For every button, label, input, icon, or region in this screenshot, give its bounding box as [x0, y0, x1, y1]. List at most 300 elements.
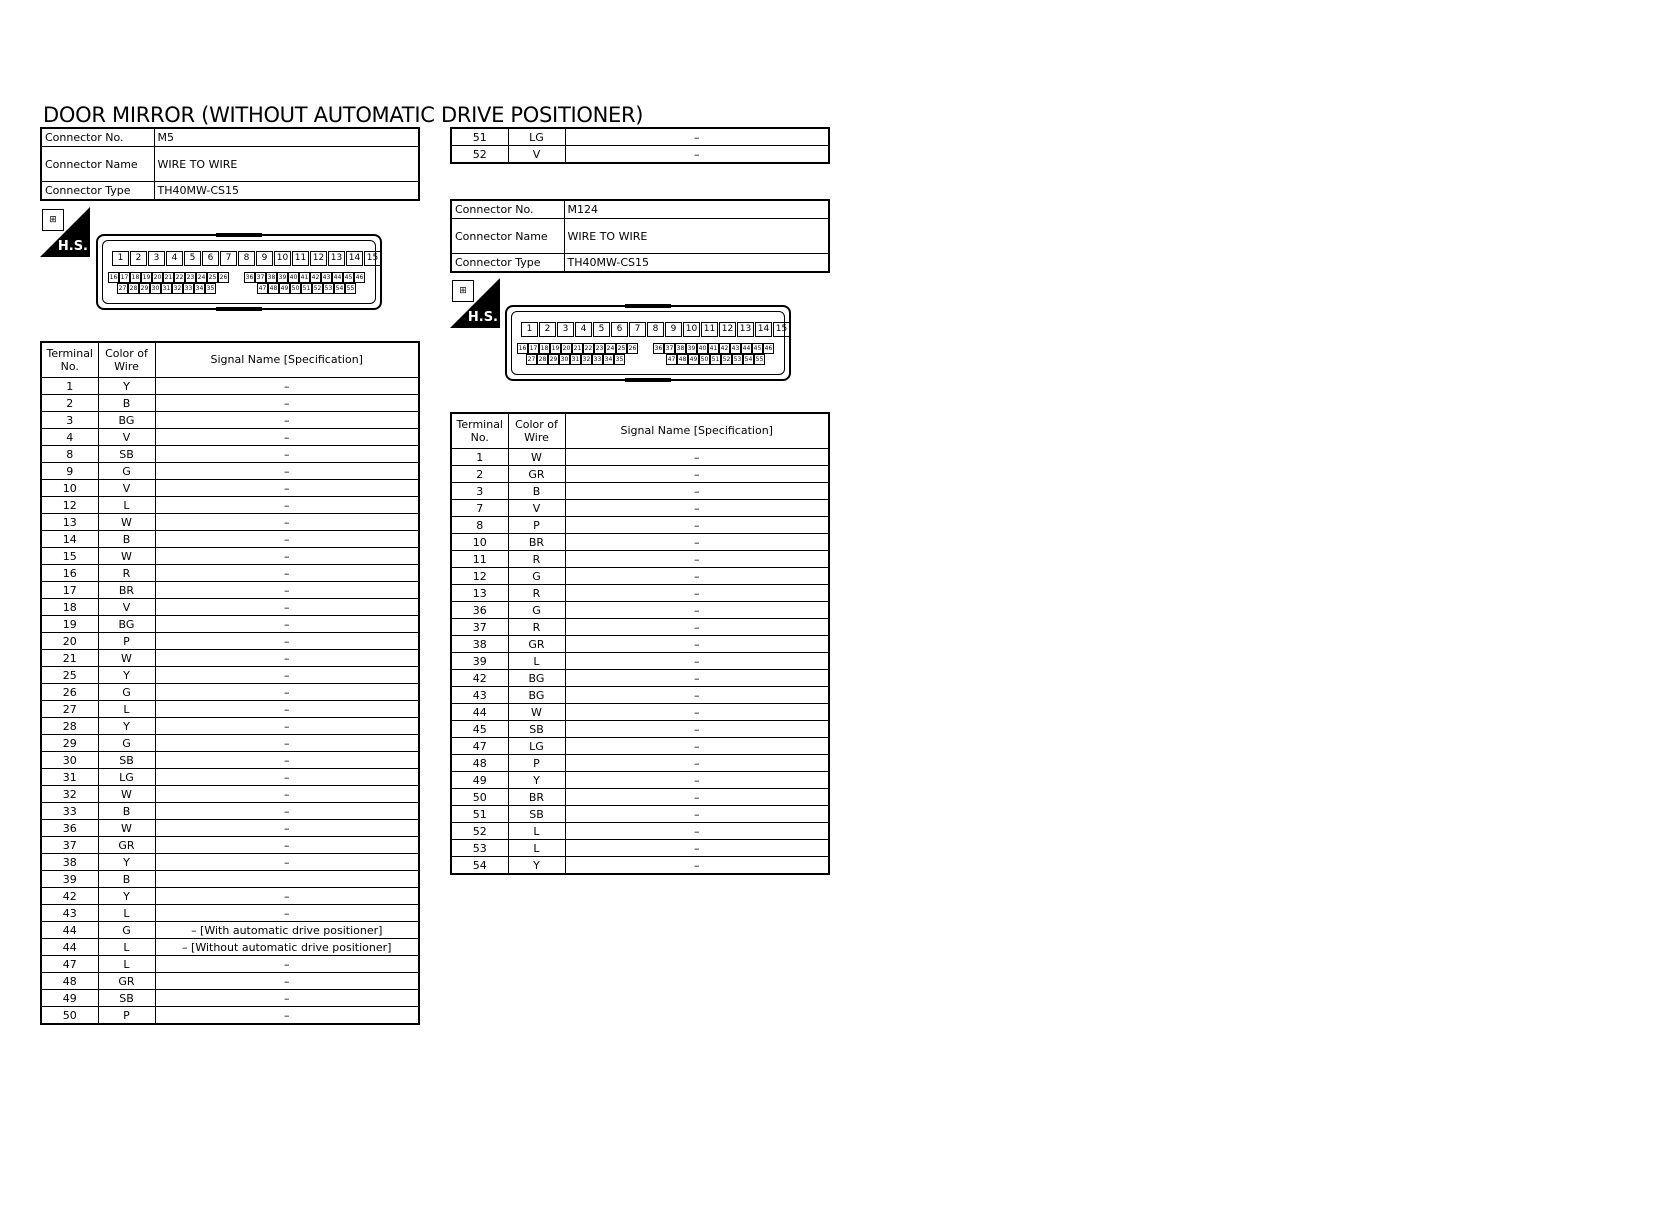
signal-name-cell: – [155, 378, 419, 395]
terminal-no-cell: 52 [451, 146, 508, 164]
connector-pin: 42 [720, 345, 729, 352]
terminal-no-cell: 39 [451, 653, 508, 670]
terminal-no-cell: 25 [41, 667, 98, 684]
signal-name-cell: – [565, 466, 829, 483]
terminal-no-cell: 37 [41, 837, 98, 854]
connector-pin: 5 [184, 251, 201, 266]
connector-pin: 7 [220, 251, 237, 266]
connector-no-value: M5 [154, 128, 419, 147]
signal-name-cell: – [155, 888, 419, 905]
terminal-no-cell: 29 [41, 735, 98, 752]
signal-name-cell: – [155, 735, 419, 752]
connector-pin: 19 [551, 345, 560, 352]
connector-pin: 46 [355, 274, 364, 281]
terminal-no-cell: 42 [451, 670, 508, 687]
table-row [451, 466, 829, 483]
connector-face-left [96, 234, 382, 310]
signal-name-cell: – [565, 738, 829, 755]
color-of-wire-header: Color of Wire [508, 413, 565, 449]
wire-color-cell: BG [508, 687, 565, 704]
wire-color-cell: B [98, 531, 155, 548]
connector-pin: 47 [258, 285, 267, 292]
terminal-no-cell: 50 [41, 1007, 98, 1025]
connector-pin: 41 [709, 345, 718, 352]
signal-name-cell: – [155, 786, 419, 803]
connector-pin: 28 [538, 356, 547, 363]
signal-name-cell: – [565, 789, 829, 806]
wire-color-cell: GR [98, 837, 155, 854]
terminal-no-cell: 30 [41, 752, 98, 769]
signal-name-cell: – [565, 551, 829, 568]
terminal-no-cell: 51 [451, 806, 508, 823]
wire-color-cell: L [508, 653, 565, 670]
connector-pin: 14 [346, 251, 363, 266]
table-row [41, 956, 419, 973]
connector-pin: 6 [611, 322, 628, 337]
connector-pin: 4 [166, 251, 183, 266]
signal-name-cell: – [565, 755, 829, 772]
terminal-no-cell: 13 [41, 514, 98, 531]
terminal-no-cell: 12 [41, 497, 98, 514]
connector-pin: 46 [764, 345, 773, 352]
wire-color-cell: V [98, 599, 155, 616]
terminal-no-cell: 14 [41, 531, 98, 548]
signal-name-cell: – [155, 905, 419, 922]
terminal-no-cell: 10 [451, 534, 508, 551]
wire-color-cell: G [98, 735, 155, 752]
table-row [451, 568, 829, 585]
connector-pin: 23 [186, 274, 195, 281]
table-row [41, 378, 419, 395]
connector-pin: 26 [628, 345, 637, 352]
connector-pin: 48 [678, 356, 687, 363]
signal-name-cell: – [155, 446, 419, 463]
wire-color-cell: R [98, 565, 155, 582]
wire-color-cell: BG [98, 616, 155, 633]
signal-name-cell: – [155, 990, 419, 1007]
terminal-no-cell: 18 [41, 599, 98, 616]
table-row [451, 602, 829, 619]
wire-color-cell: BG [508, 670, 565, 687]
wire-color-cell: W [98, 514, 155, 531]
connector-pin: 20 [153, 274, 162, 281]
signal-name-cell: – [155, 956, 419, 973]
signal-name-cell: – [565, 602, 829, 619]
terminal-no-cell: 15 [41, 548, 98, 565]
connector-pin: 40 [289, 274, 298, 281]
table-row [451, 789, 829, 806]
connector-pin: 30 [560, 356, 569, 363]
terminal-no-cell: 32 [41, 786, 98, 803]
connector-pin: 51 [711, 356, 720, 363]
terminal-no-cell: 1 [41, 378, 98, 395]
terminal-no-cell: 36 [451, 602, 508, 619]
table-row [41, 684, 419, 701]
wire-color-cell: BG [98, 412, 155, 429]
wire-color-cell: B [508, 483, 565, 500]
connector-pin: 22 [584, 345, 593, 352]
table-row [451, 755, 829, 772]
connector-pin: 9 [665, 322, 682, 337]
connector-pin: 37 [665, 345, 674, 352]
connector-pin: 38 [267, 274, 276, 281]
connector-pin: 49 [689, 356, 698, 363]
connector-pin: 1 [521, 322, 538, 337]
signal-name-cell: – [565, 721, 829, 738]
connector-pin: 35 [615, 356, 624, 363]
wire-color-cell: W [508, 449, 565, 466]
connector-icon: ⊞ [452, 280, 474, 302]
terminal-no-cell: 39 [41, 871, 98, 888]
signal-name-cell: – [155, 752, 419, 769]
connector-pin: 8 [647, 322, 664, 337]
terminal-no-cell: 49 [41, 990, 98, 1007]
connector-pin: 42 [311, 274, 320, 281]
signal-name-cell: – [155, 412, 419, 429]
connector-pin: 33 [184, 285, 193, 292]
connector-pin: 21 [164, 274, 173, 281]
table-row [451, 534, 829, 551]
terminal-no-cell: 2 [451, 466, 508, 483]
wire-color-cell: W [508, 704, 565, 721]
connector-pin: 43 [731, 345, 740, 352]
table-row [451, 738, 829, 755]
connector-pin: 21 [573, 345, 582, 352]
signal-name-cell: – [155, 684, 419, 701]
table-row [451, 146, 829, 164]
connector-pin: 29 [140, 285, 149, 292]
wire-color-cell: LG [508, 128, 565, 146]
connector-name-value: WIRE TO WIRE [154, 147, 419, 182]
wire-color-cell: P [508, 517, 565, 534]
wire-color-cell: BR [508, 534, 565, 551]
connector-pin: 31 [571, 356, 580, 363]
wire-color-cell: L [98, 497, 155, 514]
wire-color-cell: G [508, 568, 565, 585]
wire-color-cell: L [98, 905, 155, 922]
signal-name-cell: – [565, 772, 829, 789]
connector-pin: 54 [335, 285, 344, 292]
connector-pin: 23 [595, 345, 604, 352]
connector-pin: 10 [274, 251, 291, 266]
signal-name-cell: – [155, 582, 419, 599]
connector-pin: 3 [148, 251, 165, 266]
table-row [41, 599, 419, 616]
wire-color-cell: P [508, 755, 565, 772]
terminal-no-cell: 19 [41, 616, 98, 633]
terminal-no-cell: 44 [41, 922, 98, 939]
wire-color-cell: L [98, 939, 155, 956]
terminal-no-cell: 4 [41, 429, 98, 446]
connector-pin: 45 [753, 345, 762, 352]
table-row [41, 752, 419, 769]
table-row [41, 973, 419, 990]
signal-name-cell: – [155, 1007, 419, 1025]
terminal-no-cell: 3 [451, 483, 508, 500]
connector-pin: 44 [333, 274, 342, 281]
wire-color-cell: GR [508, 466, 565, 483]
connector-no-label: Connector No. [41, 128, 154, 147]
wire-color-cell: SB [98, 990, 155, 1007]
signal-name-cell: – [155, 803, 419, 820]
connector-pin: 39 [687, 345, 696, 352]
table-row [41, 769, 419, 786]
table-row [451, 806, 829, 823]
signal-name-cell: – [155, 633, 419, 650]
wire-color-cell: LG [508, 738, 565, 755]
connector-type-value: TH40MW-CS15 [154, 182, 419, 201]
connector-pin: 4 [575, 322, 592, 337]
signal-name-cell: – [565, 534, 829, 551]
connector-pin: 34 [604, 356, 613, 363]
wire-color-cell: B [98, 803, 155, 820]
terminal-no-cell: 9 [41, 463, 98, 480]
signal-name-cell: – [155, 497, 419, 514]
signal-name-cell: – [155, 667, 419, 684]
connector-pin: 20 [562, 345, 571, 352]
connector-pin: 19 [142, 274, 151, 281]
connector-pin: 14 [755, 322, 772, 337]
wire-color-cell: V [508, 146, 565, 164]
signal-name-cell: – [565, 704, 829, 721]
wire-color-cell: Y [98, 718, 155, 735]
wire-color-cell: Y [98, 888, 155, 905]
connector-pin: 48 [269, 285, 278, 292]
connector-pin: 50 [700, 356, 709, 363]
table-row [41, 633, 419, 650]
wire-color-cell: B [98, 395, 155, 412]
wire-color-cell: P [98, 1007, 155, 1025]
table-row [451, 721, 829, 738]
table-row [41, 820, 419, 837]
terminal-no-cell: 51 [451, 128, 508, 146]
terminal-no-cell: 12 [451, 568, 508, 585]
wire-color-cell: G [98, 463, 155, 480]
terminal-no-cell: 20 [41, 633, 98, 650]
connector-pin: 9 [256, 251, 273, 266]
signal-name-cell: – [155, 599, 419, 616]
connector-pin: 7 [629, 322, 646, 337]
wire-color-cell: V [508, 500, 565, 517]
connector-pin: 12 [310, 251, 327, 266]
signal-name-cell: – [155, 616, 419, 633]
signal-name-cell: – [With automatic drive positioner] [155, 922, 419, 939]
connector-pin: 13 [737, 322, 754, 337]
signal-name-cell: – [155, 463, 419, 480]
connector-pin: 38 [676, 345, 685, 352]
signal-name-cell: – [155, 548, 419, 565]
signal-name-cell: – [565, 128, 829, 146]
terminal-no-cell: 44 [451, 704, 508, 721]
connector-pin: 15 [364, 251, 381, 266]
table-row [41, 786, 419, 803]
connector-pin: 11 [701, 322, 718, 337]
table-row [41, 446, 419, 463]
wire-color-cell: SB [98, 752, 155, 769]
table-row [41, 854, 419, 871]
terminal-no-cell: 27 [41, 701, 98, 718]
connector-pin: 27 [118, 285, 127, 292]
signal-name-cell: – [565, 585, 829, 602]
connector-pin: 29 [549, 356, 558, 363]
terminal-no-cell: 13 [451, 585, 508, 602]
connector-type-label: Connector Type [451, 254, 564, 273]
connector-pin: 1 [112, 251, 129, 266]
table-row [451, 551, 829, 568]
wire-color-cell: G [98, 922, 155, 939]
connector-pin: 16 [518, 345, 527, 352]
terminal-table-left-continued [450, 127, 830, 164]
connector-pin: 51 [302, 285, 311, 292]
wire-color-cell: B [98, 871, 155, 888]
connector-pin: 33 [593, 356, 602, 363]
terminal-no-cell: 43 [41, 905, 98, 922]
connector-name-label: Connector Name [451, 219, 564, 254]
terminal-no-cell: 49 [451, 772, 508, 789]
terminal-no-cell: 2 [41, 395, 98, 412]
signal-name-cell: – [155, 820, 419, 837]
wire-color-cell: W [98, 548, 155, 565]
wire-color-cell: V [98, 480, 155, 497]
connector-pin: 24 [606, 345, 615, 352]
table-row [451, 517, 829, 534]
terminal-no-cell: 16 [41, 565, 98, 582]
connector-pin: 8 [238, 251, 255, 266]
wire-color-cell: L [98, 956, 155, 973]
connector-pin: 30 [151, 285, 160, 292]
connector-type-value: TH40MW-CS15 [564, 254, 829, 273]
connector-info-left [40, 127, 420, 201]
wire-color-cell: W [98, 820, 155, 837]
table-row [451, 857, 829, 875]
page-title: DOOR MIRROR (WITHOUT AUTOMATIC DRIVE POSITIONER) [43, 103, 644, 127]
wire-color-cell: GR [508, 636, 565, 653]
connector-pin: 32 [582, 356, 591, 363]
connector-pin: 55 [755, 356, 764, 363]
connector-pin: 31 [162, 285, 171, 292]
connector-pin: 27 [527, 356, 536, 363]
signal-name-cell: – [565, 500, 829, 517]
table-row [41, 480, 419, 497]
wire-color-cell: L [98, 701, 155, 718]
table-row [41, 548, 419, 565]
wire-color-cell: R [508, 619, 565, 636]
signal-name-cell: – [155, 854, 419, 871]
connector-pin: 32 [173, 285, 182, 292]
table-row [41, 718, 419, 735]
signal-name-cell: – [Without automatic drive positioner] [155, 939, 419, 956]
connector-pin: 52 [722, 356, 731, 363]
terminal-no-cell: 26 [41, 684, 98, 701]
connector-pin: 53 [324, 285, 333, 292]
terminal-no-cell: 37 [451, 619, 508, 636]
signal-name-cell: – [565, 857, 829, 875]
connector-icon: ⊞ [42, 209, 64, 231]
signal-name-header: Signal Name [Specification] [565, 413, 829, 449]
wire-color-cell: BR [508, 789, 565, 806]
connector-pin: 39 [278, 274, 287, 281]
terminal-no-cell: 52 [451, 823, 508, 840]
wire-color-cell: G [98, 684, 155, 701]
signal-name-cell: – [565, 687, 829, 704]
connector-pin: 12 [719, 322, 736, 337]
terminal-no-cell: 47 [451, 738, 508, 755]
table-row [41, 395, 419, 412]
connector-pin: 5 [593, 322, 610, 337]
table-row [41, 939, 419, 956]
table-row [451, 670, 829, 687]
connector-pin: 55 [346, 285, 355, 292]
table-row [451, 449, 829, 466]
terminal-no-cell: 8 [451, 517, 508, 534]
connector-pin: 35 [206, 285, 215, 292]
connector-face-right [505, 305, 791, 381]
table-row [41, 905, 419, 922]
connector-pin: 17 [120, 274, 129, 281]
terminal-no-cell: 42 [41, 888, 98, 905]
wire-color-cell: R [508, 551, 565, 568]
terminal-no-cell: 7 [451, 500, 508, 517]
terminal-no-cell: 54 [451, 857, 508, 875]
signal-name-cell: – [565, 517, 829, 534]
wire-color-cell: Y [508, 772, 565, 789]
connector-pin: 26 [219, 274, 228, 281]
table-row [41, 616, 419, 633]
connector-pin: 25 [208, 274, 217, 281]
connector-pin: 37 [256, 274, 265, 281]
harness-side-icon: ⊞ H.S. [450, 278, 500, 328]
signal-name-header: Signal Name [Specification] [155, 342, 419, 378]
table-row [451, 653, 829, 670]
connector-info-right [450, 199, 830, 273]
table-row [41, 837, 419, 854]
signal-name-cell: – [565, 146, 829, 164]
connector-pin: 15 [773, 322, 790, 337]
table-row [41, 667, 419, 684]
wire-color-cell: Y [508, 857, 565, 875]
table-row [451, 128, 829, 146]
table-row [451, 585, 829, 602]
table-row [451, 619, 829, 636]
connector-pin: 3 [557, 322, 574, 337]
terminal-no-cell: 36 [41, 820, 98, 837]
terminal-no-cell: 50 [451, 789, 508, 806]
signal-name-cell: – [155, 429, 419, 446]
signal-name-cell: – [155, 769, 419, 786]
connector-pin: 17 [529, 345, 538, 352]
connector-pin: 53 [733, 356, 742, 363]
terminal-no-cell: 28 [41, 718, 98, 735]
connector-pin: 47 [667, 356, 676, 363]
signal-name-cell: – [565, 670, 829, 687]
terminal-no-header: Terminal No. [41, 342, 98, 378]
table-row [41, 429, 419, 446]
connector-name-value: WIRE TO WIRE [564, 219, 829, 254]
table-row [41, 1007, 419, 1025]
terminal-no-cell: 1 [451, 449, 508, 466]
connector-no-value: M124 [564, 200, 829, 219]
wire-color-cell: Y [98, 378, 155, 395]
wire-color-cell: SB [98, 446, 155, 463]
table-row [41, 803, 419, 820]
wire-color-cell: P [98, 633, 155, 650]
connector-pin: 13 [328, 251, 345, 266]
signal-name-cell: – [155, 480, 419, 497]
terminal-no-cell: 38 [41, 854, 98, 871]
terminal-no-header: Terminal No. [451, 413, 508, 449]
connector-pin: 18 [131, 274, 140, 281]
table-row [41, 888, 419, 905]
